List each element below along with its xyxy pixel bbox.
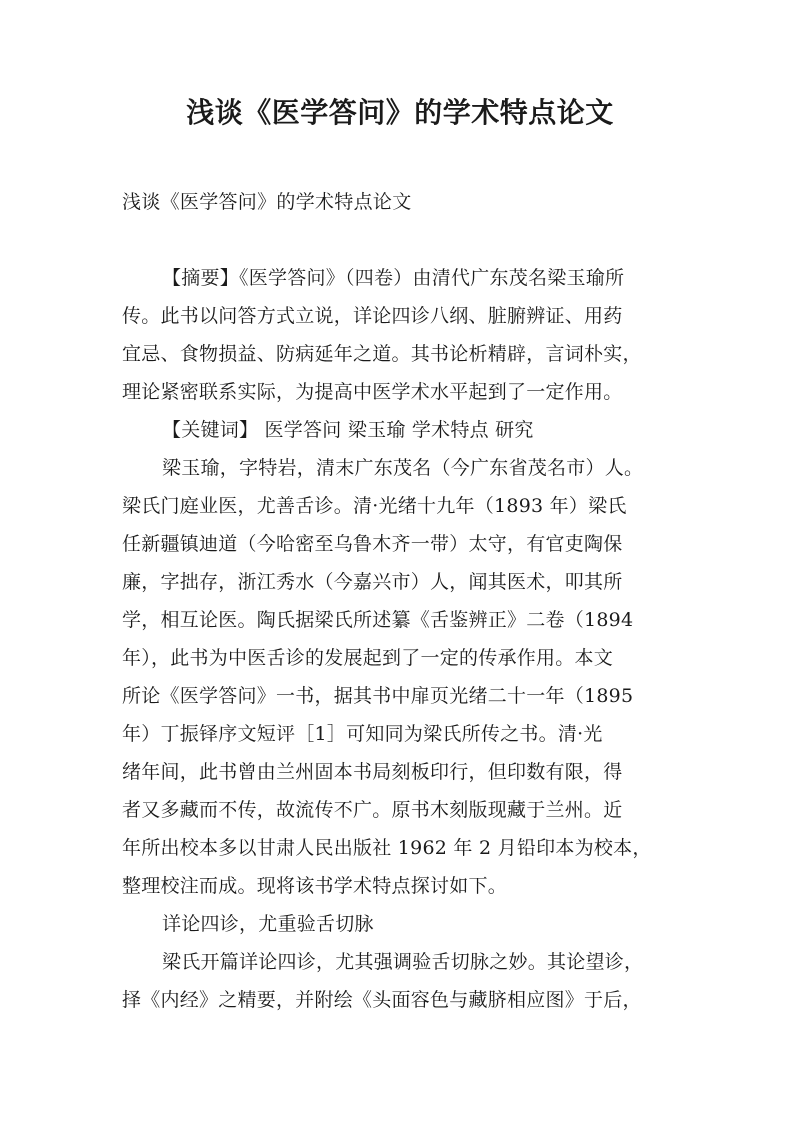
abstract-line: 【摘要】《医学答问》（四卷）由清代广东茂名梁玉瑜所 [162,267,625,289]
document-title: 浅谈《医学答问》的学术特点论文 [186,96,614,129]
body-line: 学，相互论医。陶氏据梁氏所述纂《舌鉴辨正》二卷（1894 [122,609,634,631]
body-line: 梁氏开篇详论四诊，尤其强调验舌切脉之妙。其论望诊， [162,951,644,973]
body-line: 者又多藏而不传，故流传不广。原书木刻版现藏于兰州。近 [122,799,623,821]
abstract-line: 理论紧密联系实际，为提高中医学术水平起到了一定作用。 [122,381,623,403]
body-line: 整理校注而成。现将该书学术特点探讨如下。 [122,875,508,897]
body-line: 择《内经》之精要，并附绘《头面容色与藏脐相应图》于后， [122,989,642,1011]
abstract-line: 宜忌、食物损益、防病延年之道。其书论析精辟，言词朴实， [122,343,642,365]
body-line: 所论《医学答问》一书，据其书中扉页光绪二十一年（1895 [122,685,634,707]
document-subtitle: 浅谈《医学答问》的学术特点论文 [122,191,412,213]
body-line: 梁氏门庭业医，尤善舌诊。清·光绪十九年（1893 年）梁氏 [122,495,627,517]
section-heading: 详论四诊，尤重验舌切脉 [162,913,374,935]
body-line: 廉，字拙存，浙江秀水（今嘉兴市）人，闻其医术，叩其所 [122,571,623,593]
keywords-line: 【关键词】 医学答问 梁玉瑜 学术特点 研究 [162,419,534,441]
body-line: 梁玉瑜，字特岩，清末广东茂名（今广东省茂名市）人。 [162,457,644,479]
body-line: 绪年间，此书曾由兰州固本书局刻板印行，但印数有限，得 [122,761,623,783]
abstract-line: 传。此书以问答方式立说，详论四诊八纲、脏腑辨证、用药 [122,305,623,327]
body-line: 年所出校本多以甘肃人民出版社 1962 年 2 月铅印本为校本， [122,837,652,859]
body-line: 年），此书为中医舌诊的发展起到了一定的传承作用。本文 [122,647,614,669]
body-line: 任新疆镇迪道（今哈密至乌鲁木齐一带）太守，有官吏陶保 [122,533,623,555]
body-line: 年）丁振铎序文短评［1］可知同为梁氏所传之书。清·光 [122,723,603,745]
